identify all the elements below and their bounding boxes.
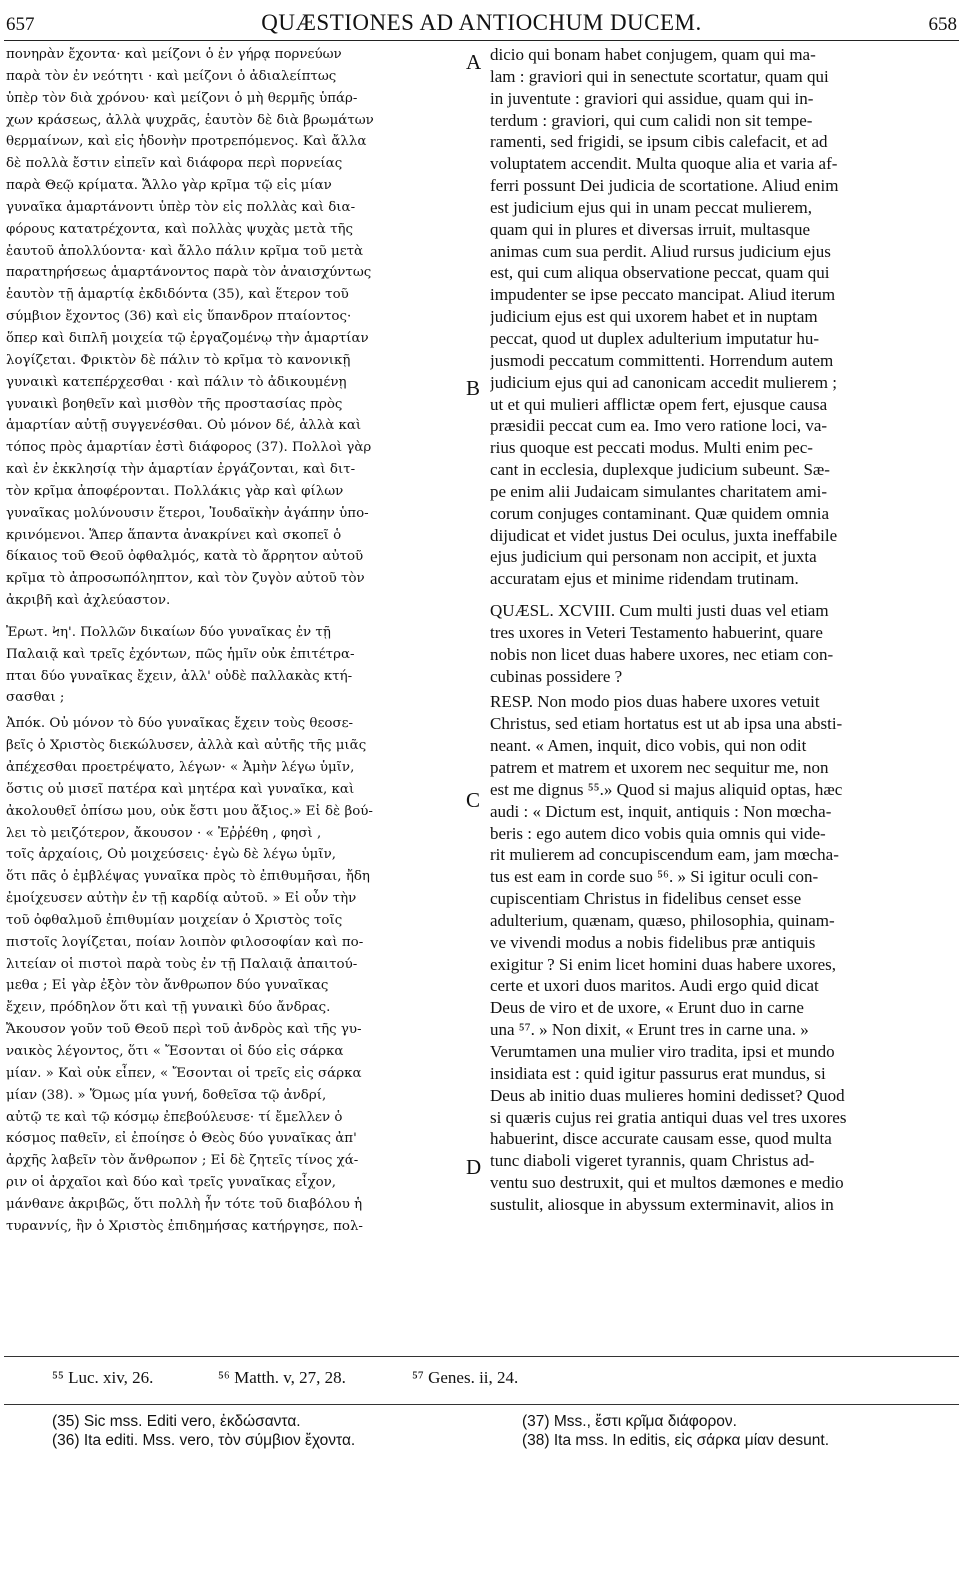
greek-paragraph-line: χων κράσεως, ἀλλὰ ψυχρᾶς, ἑαυτὸν δὲ διὰ βρωμάτων [6, 112, 374, 128]
latin-paragraph-line: quam qui in plures et diversas irruit, multasque [490, 219, 811, 239]
greek-answer-line: μεθα ; Εἰ γὰρ ἐξὸν τὸν ἄνθρωπον δύο γυναῖκας [6, 978, 329, 994]
greek-answer-line: ὅστις οὐ μισεῖ πατέρα καὶ μητέρα καὶ γυναῖκα, καὶ [6, 781, 355, 797]
greek-answer-line: ἀκολουθεῖ ὀπίσω μου, οὐκ ἔστι μου ἄξιος.» Εἰ δὲ βού- [6, 803, 373, 819]
greek-paragraph-line: ἀκριβῆ καὶ ἀχλεύαστον. [6, 593, 171, 609]
section-gap [6, 612, 474, 622]
latin-answer-line: tus est eam in corde suo ⁵⁶. » Si igitur oculi con- [490, 867, 819, 887]
latin-answer-line: tunc diaboli vigeret tyrannis, quam Christus ad- [490, 1151, 815, 1171]
latin-paragraph-line: terdum : graviori, qui cum calidi non sit tempe- [490, 110, 813, 130]
greek-question-line: σασθαι ; [6, 690, 65, 706]
footnote-38: (38) Ita mss. In editis, εἰς σάρκα μίαν desunt. [522, 1432, 830, 1449]
latin-paragraph-line: peccat, quod ut duplex adulterium imputatur hu- [490, 328, 820, 348]
latin-answer-line: Deus de viro et de uxore, « Erunt duo in carne [490, 998, 804, 1018]
greek-paragraph-line: σύμβιον ἔχοντος (36) καὶ εἰς ὕπανδρον πταίοντος· [6, 309, 352, 325]
latin-paragraph-line: in juventute : graviori qui assidue, quam qui in- [490, 88, 814, 108]
latin-answer-line: cupiscentiam Christus in fidelibus censet esse [490, 889, 802, 909]
greek-answer-line: ἔχειν, πρόδηλον ὅτι καὶ τῇ γυναικὶ δύο ἄνδρας. [6, 1000, 331, 1016]
latin-paragraph-line: ferri possunt Dei judicia de scortatione. Aliud enim [490, 176, 839, 196]
latin-paragraph-line: jusmodi peccatum committenti. Horrendum autem [490, 350, 834, 370]
greek-paragraph-line: γυναικὶ βοηθεῖν καὶ μισθὸν τῆς προστασίας πρὸς [6, 396, 343, 412]
greek-question-line: πται δύο γυναῖκας ἔχειν, ἀλλ' οὐδὲ παλλακὰς κτή- [6, 668, 353, 684]
latin-paragraph-line: dicio qui bonam habet conjugem, quam qui ma- [490, 45, 816, 64]
greek-answer-line: ἀρχῆς λαβεῖν τὸν ἄνθρωπον ; Εἰ δὲ ζητεῖς τίνος χά- [6, 1153, 359, 1169]
greek-paragraph-line: γυναῖκας μολύνουσιν ἕτεροι, Ἰουδαϊκὴν ἀγάπην ὑπο- [6, 505, 369, 521]
section-gap [490, 590, 958, 600]
latin-paragraph-line: rius quoque est peccati modus. Multi enim pec- [490, 438, 813, 458]
greek-answer-line: λιτείαν οἱ πιστοὶ παρὰ τοὺς ἐν τῇ Παλαιᾷ ἀπαιτού- [6, 956, 358, 972]
latin-answer-line: sustulit, aliosque in abyssum exterminavit, alios in [490, 1194, 834, 1214]
greek-paragraph-line: παρατηρήσεως ἁμαρτάνοντος παρὰ τὸν ἀναισχύντως [6, 265, 372, 281]
latin-paragraph-line: impudenter se ipse peccato mancipat. Aliud iterum [490, 285, 836, 305]
bible-ref-56: ⁵⁶ Matth. v, 27, 28. [218, 1368, 346, 1387]
greek-paragraph-line: κρινόμενοι. Ἅπερ ἅπαντα ἀνακρίνει καὶ σκοπεῖ ὁ [6, 527, 342, 543]
latin-paragraph-line: pe enim alii Judaicam simulantes charitatem ami- [490, 481, 828, 501]
greek-answer-line: ἀπέχεσθαι προετρέψατο, λέγων· « Ἀμὴν λέγω ὑμῖν, [6, 760, 355, 775]
greek-paragraph-line: τὸν κρῖμα ἀποφέρονται. Πολλάκις γὰρ καὶ φίλων [6, 483, 344, 499]
greek-answer-line: τοῦ ὀφθαλμοῦ ἐπιθυμίαν μοιχείαν ὁ Χριστὸς τοῖς [6, 912, 343, 928]
latin-paragraph-line: ramenti, sed frigidi, se ipsum cibis calefacit, et ad [490, 132, 828, 152]
latin-answer-line: rit mulierem ad concupiscendum eam, jam mœcha- [490, 845, 839, 865]
latin-paragraph-line: est judicium ejus qui in unam peccat mulierem, [490, 197, 812, 217]
greek-paragraph-line: καὶ ἐν ἐκκλησίᾳ τὴν ἁμαρτίαν ἐργάζονται, καὶ διτ- [6, 462, 356, 478]
latin-answer-line: habuerint, disce accurate causam esse, quod multa [490, 1129, 832, 1149]
greek-paragraph-line: δὲ πολλὰ ἔστιν εἰπεῖν καὶ διάφορα περὶ πορνείας [6, 156, 343, 172]
greek-answer-line: κόσμος παθεῖν, εἰ ἐποίησε ὁ Θεὸς δύο γυναῖκας ἀπ' [6, 1131, 357, 1147]
page-number-right: 658 [928, 14, 957, 35]
footnotes-right [522, 1412, 829, 1450]
greek-paragraph-line: γυναῖκα ἁμαρτάνοντι ὑπὲρ τὸν εἰς πολλὰς καὶ δια- [6, 199, 356, 215]
latin-answer-line: patrem et matrem et uxorem nec sequitur me, non [490, 758, 829, 777]
latin-paragraph-line: dijudicat et videt justus Dei oculus, juxta ineffabile [490, 525, 838, 545]
running-header [0, 6, 963, 40]
latin-answer-line: Verumtamen una mulier viro tradita, ipsi et mundo [490, 1041, 835, 1061]
latin-answer-line: si quæris cujus rei gratia antiqui duas vel tres uxores [490, 1107, 847, 1127]
greek-answer-line: ναικὸς λέγοντος, ὅτι « Ἔσονται οἱ δύο εἰς σάρκα [6, 1043, 344, 1059]
header-rule [4, 40, 959, 41]
greek-answer-line: βεῖς ὁ Χριστὸς διεκώλυσεν, ἀλλὰ καὶ αὐτῆς τῆς μιᾶς [6, 738, 367, 754]
greek-answer-line: μίαν. » Καὶ οὐκ εἶπεν, « Ἔσονται οἱ τρεῖς εἰς σάρκα [6, 1065, 362, 1081]
latin-question-line: nobis non licet duas habere uxores, nec etiam con- [490, 644, 834, 664]
greek-answer-line: ριν οἱ ἀρχαῖοι καὶ δύο καὶ τρεῖς γυναῖκας εἶχον, [6, 1175, 337, 1191]
latin-paragraph-line: animas cum sua perdit. Aliud rursus judicium ejus [490, 241, 831, 261]
latin-paragraph-line: voluptatem accendit. Multa quoque alia et varia af- [490, 154, 838, 174]
latin-answer-line: ventu suo destruxit, qui et multos dæmones e medio [490, 1173, 844, 1193]
latin-answer-line: est me dignus ⁵⁵.» Quod si majus aliquid optas, hæc [490, 779, 843, 799]
margin-letter-b: B [466, 376, 481, 400]
greek-answer-line: μάνθανε ἀκριβῶς, ὅτι πολλὴ ἦν τότε τοῦ διαβόλου ἡ [6, 1196, 363, 1212]
latin-answer-line: exigitur ? Si enim licet homini duas habere uxores, [490, 954, 837, 974]
greek-answer-line: τοῖς ἀρχαίοις, Οὐ μοιχεύσεις· ἐγὼ δὲ λέγω ὑμῖν, [6, 847, 337, 863]
latin-answer-line: ve vivendi modus a nobis fidelibus præ antiquis [490, 932, 816, 952]
greek-column [6, 44, 474, 1238]
latin-paragraph-line: est, qui cum aliqua observatione peccat, quam qui [490, 263, 830, 283]
bible-refs-rule [4, 1356, 959, 1357]
latin-paragraph-line: accuratam ejus et minime ridendam trutinam. [490, 569, 799, 589]
latin-paragraph-line: lam : graviori qui in senectute scortatur, quam qui [490, 66, 829, 86]
footnote-36: (36) Ita editi. Mss. vero, τὸν σύμβιον ἔχοντα. [52, 1432, 356, 1449]
greek-paragraph-line: ἑαυτὸν τῇ ἁμαρτίᾳ ἐκδιδόντα (35), καὶ ἕτερον τοῦ [6, 287, 349, 303]
greek-paragraph-line: κρῖμα τὸ ἀπροσωπόληπτον, καὶ τὸν ζυγὸν αὐτοῦ τὸν [6, 571, 365, 587]
greek-answer-line: ἐμοίχευσεν αὐτὴν ἐν τῇ καρδίᾳ αὐτοῦ. » Εἰ οὖν τὴν [6, 891, 357, 907]
latin-answer-line: beris : ego autem dico vobis quia omnis qui vide- [490, 823, 826, 843]
bible-ref-57: ⁵⁷ Genes. ii, 24. [412, 1368, 519, 1387]
latin-answer-line: una ⁵⁷. » Non dixit, « Erunt tres in carne una. » [490, 1020, 809, 1040]
footnote-35: (35) Sic mss. Editi vero, ἐκδώσαντα. [52, 1413, 301, 1430]
greek-answer-line: πιστοῖς λογίζεται, ποίαν λοιπὸν φιλοσοφίαν καὶ πο- [6, 934, 364, 950]
latin-answer-line: audi : « Dictum est, inquit, antiquis : Non mœcha- [490, 801, 832, 821]
latin-paragraph-line: judicium ejus est qui uxorem habet et in nuptam [490, 307, 818, 327]
latin-answer-line: certe et uxori duos maritos. Audi ergo quid dicat [490, 976, 819, 996]
latin-question-line: cubinas possidere ? [490, 666, 623, 686]
greek-paragraph-line: φόρους κατατρέχοντα, καὶ πολλὰς ψυχὰς μετὰ τῆς [6, 221, 354, 237]
latin-paragraph-line: judicium ejus qui ad canonicam accedit mulierem ; [490, 372, 837, 392]
latin-question-line: tres uxores in Veteri Testamento habuerint, quare [490, 622, 823, 642]
latin-answer-line: Christus, sed etiam hortatus est ut ab ipsa una absti- [490, 714, 843, 734]
margin-letter-d: D [466, 1155, 482, 1179]
greek-answer-line: αὐτῷ τε καὶ τῷ κόσμῳ ἐπεβούλευσε· τί ἔμελλεν ὁ [6, 1109, 343, 1125]
latin-answer-line: Deus ab initio duas mulieres homini dedisset? Quod [490, 1085, 845, 1105]
latin-column [490, 44, 958, 1216]
latin-paragraph-line: cant in ecclesia, duplexque judicium subeunt. Sæ- [490, 460, 830, 480]
greek-paragraph-line: ὅπερ καὶ διπλῆ μοιχεία τῷ ἐργαζομένῳ τὴν ἁμαρτίαν [6, 330, 369, 346]
greek-question-line: Παλαιᾷ καὶ τρεῖς ἐχόντων, πῶς ἡμῖν οὐκ ἐπιτέτρα- [6, 646, 355, 662]
greek-answer-line: Ἄκουσον γοῦν τοῦ Θεοῦ περὶ τοῦ ἀνδρὸς καὶ τῆς γυ- [6, 1022, 362, 1038]
greek-paragraph-line: παρὰ τὸν ἐν νεότητι · καὶ μείζονι ὁ ἀδιαλείπτως [6, 68, 337, 84]
greek-paragraph-line: γυναικὶ κατεπέρχεσθαι · καὶ πάλιν τὸ ἀδικουμένῃ [6, 374, 347, 390]
latin-paragraph-line: ut et qui mulieri afflictæ opem fert, ejusque causa [490, 394, 828, 414]
greek-paragraph-line: τόπος πρὸς ἁμαρτίαν ἐστὶ διάφορος (37). Πολλοὶ γὰρ [6, 440, 372, 456]
greek-question-line: Ἐρωτ. Ϟη'. Πολλῶν δικαίων δύο γυναῖκας ἐν τῇ [6, 624, 331, 640]
greek-paragraph-line: παρὰ Θεῷ κρίματα. Ἄλλο γὰρ κρῖμα τῷ εἰς μίαν [6, 178, 332, 194]
greek-paragraph-line: δίκαιος τοῦ Θεοῦ ὀφθαλμός, κατὰ τὸ ἄρρητον αὐτοῦ [6, 549, 364, 565]
latin-paragraph-line: corum conjuges contaminant. Quæ quidem omnia [490, 503, 829, 523]
latin-question-line: QUÆSL. XCVIII. Cum multi justi duas vel etiam [490, 601, 829, 621]
page-number-left: 657 [6, 14, 35, 35]
greek-paragraph-line: θερμαίνων, καὶ εἰς ἡδονὴν προτρεπόμενος. Καὶ ἄλλα [6, 134, 367, 150]
footnotes-rule [4, 1404, 959, 1405]
greek-paragraph-line: λογίζεται. Φρικτὸν δὲ πάλιν τὸ κρῖμα τὸ κανονικῇ [6, 352, 351, 368]
margin-letter-c: C [466, 788, 481, 812]
greek-answer-line: Ἀπόκ. Οὐ μόνον τὸ δύο γυναῖκας ἔχειν τοὺς θεοσε- [6, 716, 354, 732]
greek-answer-line: μίαν (38). » Ὅμως μία γυνή, δοθεῖσα τῷ ἀνδρί, [6, 1087, 327, 1103]
footnote-37: (37) Mss., ἔστι κρῖμα διάφορον. [522, 1413, 737, 1430]
greek-answer-line: τυραννίς, ἣν ὁ Χριστὸς ἐπιδημήσας κατήργησε, πολ- [6, 1218, 363, 1234]
latin-answer-line: neant. « Amen, inquit, dico vobis, qui non odit [490, 736, 807, 756]
margin-letter-a: A [466, 50, 482, 74]
latin-paragraph-line: præsidii peccat cum ea. Imo vero ratione loci, va- [490, 416, 828, 436]
latin-answer-line: adulterium, quænam, quæso, philosophia, quinam- [490, 910, 835, 930]
greek-paragraph-line: πονηρὰν ἔχοντα· καὶ μείζονι ὁ ἐν γήρᾳ πορνεύων [6, 47, 342, 62]
latin-answer-line: RESP. Non modo pios duas habere uxores vetuit [490, 692, 820, 712]
bible-ref-55: ⁵⁵ Luc. xiv, 26. [52, 1368, 154, 1387]
greek-answer-line: λει τὸ μειζότερον, ἄκουσον · « Ἐῤῥέθη , φησὶ , [6, 825, 322, 841]
latin-answer-line: insidiata est : quid igitur passurus erat mundus, si [490, 1063, 826, 1083]
greek-paragraph-line: ἑαυτοῦ ἀπολλύοντα· καὶ ἄλλο πάλιν κρῖμα τοῦ μετὰ [6, 243, 364, 259]
greek-answer-line: ὅτι πᾶς ὁ ἐμβλέψας γυναῖκα πρὸς τὸ ἐπιθυμῆσαι, ἤδη [6, 869, 370, 885]
greek-paragraph-line: ὑπὲρ τὸν διὰ χρόνου· καὶ μείζονι ὁ μὴ θερμῆς ὑπάρ- [6, 90, 358, 106]
latin-paragraph-line: ejus judicium qui personam non accipit, et juxta [490, 547, 817, 567]
greek-paragraph-line: ἁμαρτίαν αὐτῇ συγγενέσθαι. Οὐ μόνον δέ, ἀλλὰ καὶ [6, 418, 362, 434]
running-title: QUÆSTIONES AD ANTIOCHUM DUCEM. [261, 10, 702, 35]
footnotes-left [52, 1412, 355, 1450]
